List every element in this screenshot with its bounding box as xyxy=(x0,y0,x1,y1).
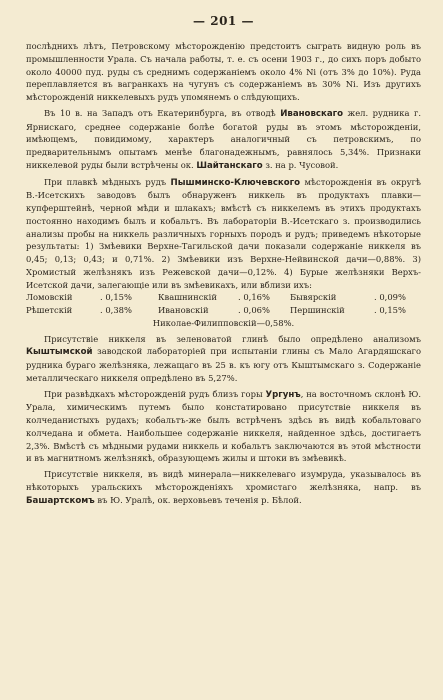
analysis-value: . 0,38% xyxy=(100,305,132,315)
analysis-row xyxy=(26,291,421,304)
paragraph-urgun xyxy=(26,388,421,466)
paragraph-pyshminsko xyxy=(26,176,421,292)
paragraph-text: При плавкѣ мѣдныхъ рудъ xyxy=(44,176,171,187)
paragraph-text: послѣднихъ лѣтъ, Петровскому мѣсторожденію предстоитъ сыграть видную роль въ промышленности Урала. Съ начала работы, т. е. съ осени 1903 г., до сихъ поръ добыто около 40000 пуд. руды съ среднимъ содержаніемъ около 4% Ni (отъ 3% до 10%). Руда переплавляется въ вагранкахъ на чугунъ съ содержаніемъ въ 30% Ni. Изъ другихъ мѣсторожденій никкелевыхъ рудъ упомянемъ о слѣдующихъ. xyxy=(26,41,421,102)
analysis-cell xyxy=(290,291,421,304)
analysis-name: Рѣшетскій xyxy=(26,305,73,315)
analysis-cell xyxy=(290,304,421,317)
analysis-value: . 0,09% xyxy=(374,292,406,303)
paragraph-text: Присутствіе никкеля, въ видѣ минерала—никкелеваго изумруда, указывалось въ нѣкоторыхъ уральскихъ мѣсторожденіяхъ хромистаго желѣзняка, напр. въ xyxy=(26,469,421,492)
place-name: Кыштымской xyxy=(26,347,93,358)
analysis-value: . 0,06% xyxy=(238,305,270,315)
analysis-name: Квашнинскій xyxy=(158,292,217,303)
analysis-row xyxy=(26,304,421,317)
paragraph-text: заводской лабораторіей при испытаніи глины съ Мало Агардяшскаго рудника бураго желѣзняка, лежащаго въ 25 в. къ югу отъ Кыштымскаго з. Содержаніе металлическаго никкеля опредѣлено въ 5,27%. xyxy=(26,346,421,383)
paragraph-text: Въ 10 в. на Западъ отъ Екатеринбурга, въ отводѣ xyxy=(44,107,281,118)
place-name: Башартскомъ xyxy=(26,495,95,506)
paragraph-kyshtym xyxy=(26,333,421,385)
place-name: Ургунъ xyxy=(265,389,301,400)
analysis-last: Николае-Филипповскій—0,58%. xyxy=(152,317,295,328)
paragraph-text: Присутствіе никкеля въ зеленоватой глинѣ было опредѣлено анализомъ xyxy=(44,333,421,344)
analysis-value: . 0,15% xyxy=(374,305,406,315)
analysis-name: Ломовскій xyxy=(26,292,73,303)
analysis-cell xyxy=(26,291,158,304)
paragraph-text: При развѣдкахъ мѣсторожденій рудъ близъ горы xyxy=(44,388,266,399)
paragraph-text: з. на р. Чусовой. xyxy=(262,159,339,170)
paragraph-text: жел. рудника г. Ярнискаго, среднее содержаніе болѣе богатой руды въ этомъ мѣсторожденіи, имѣющемъ, повидимому, характеръ аналогичный съ петровскимъ, по предварительнымъ опытамъ менѣе благонадежнымъ, равнялось 5,34%. Признаки никкелевой руды были встрѣчены ок. xyxy=(26,107,421,170)
analysis-name: Бывярскій xyxy=(290,292,337,303)
paragraph-text: мѣсторожденія въ округѣ В.-Исетскихъ заводовъ былъ обнаруженъ никкель въ продуктахъ плавки—купферштейнѣ, черной мѣди и шлакахъ; вмѣстѣ съ никкелемъ въ этихъ продуктахъ постоянно находимъ былъ и кобальтъ. Въ лабораторіи В.-Исетскаго з. производились анализы пробы на никкель различныхъ горныхъ породъ и рудъ; приведемъ нѣкоторые результаты: 1) Змѣевики Верхне-Тагильской дачи показали содержаніе никкеля въ 0,45; 0,13; 0,43; и 0,71%. 2) Змѣевики изъ Верхне-Нейвинской дачи—0,88%. 3) Хромистый желѣзнякъ изъ Режевской дачи—0,12%. 4) Бурые желѣзняки Верхъ-Исетской дачи, залегающіе или въ змѣевикахъ, или вблизи ихъ: xyxy=(26,176,421,290)
analysis-value: . 0,16% xyxy=(238,292,270,303)
paragraph-text: въ Ю. Уралѣ, ок. верховьевъ теченія р. Бѣлой. xyxy=(94,494,302,505)
paragraph-text: , на восточномъ склонѣ Ю. Урала, химическимъ путемъ было констатировано присутствіе никкеля въ колчеданистыхъ рудахъ; кобальтъ-же былъ встрѣченъ здѣсь въ видѣ кобальтоваго колчедана и обмета. Наибольшее содержаніе никкеля, найденное здѣсь, достигаетъ 2,3%. Вмѣстѣ съ мѣдными рудами никкель и кобальтъ заключаются въ этой мѣстности и въ магнитномъ желѣзнякѣ, образующемъ жилы и штоки въ змѣевикѣ. xyxy=(26,388,421,464)
place-name: Пышминско-Ключевского xyxy=(170,177,301,188)
paragraph-bashartsk xyxy=(26,468,421,507)
analysis-value: . 0,15% xyxy=(100,292,132,303)
analysis-cell xyxy=(26,304,158,317)
place-name: Ивановскаго xyxy=(280,108,344,119)
paragraph-petrovsky xyxy=(26,40,421,104)
analysis-table xyxy=(26,291,421,317)
analysis-name: Ивановскій xyxy=(158,305,209,315)
paragraph-ivanovsky xyxy=(26,107,421,173)
page-number: — 201 — xyxy=(193,14,254,28)
analysis-cell xyxy=(158,291,290,304)
analysis-cell xyxy=(158,304,290,317)
analysis-name: Першинскій xyxy=(290,305,345,315)
place-name: Шайтанскаго xyxy=(196,160,263,171)
